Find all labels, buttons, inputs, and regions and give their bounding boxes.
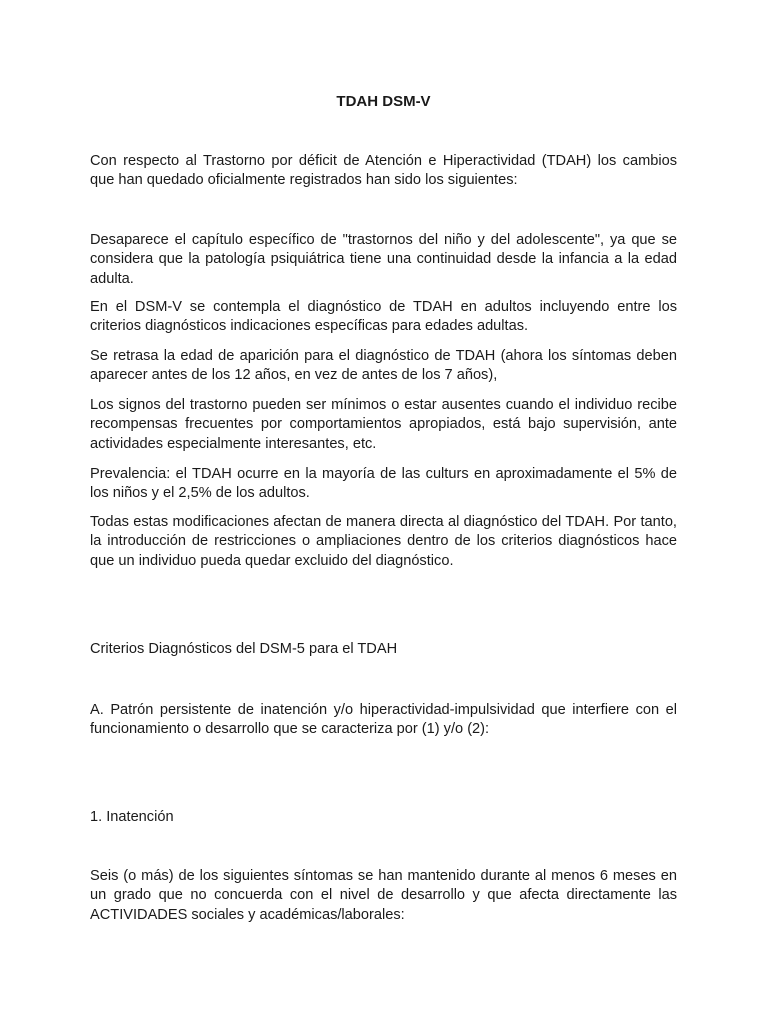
document-title: TDAH DSM-V xyxy=(336,93,431,110)
change-paragraph-6: Todas estas modificaciones afectan de manera directa al diagnóstico del TDAH. Por tanto, la introducción de restricciones o ampliaciones dentro de los criterios diagnósticos hace que un individuo pueda quedar excluido del diagnóstico. xyxy=(90,514,677,569)
criteria-heading: Criterios Diagnósticos del DSM-5 para el TDAH xyxy=(90,641,398,657)
section-1-heading: 1. Inatención xyxy=(90,809,174,825)
change-paragraph-3: Se retrasa la edad de aparición para el diagnóstico de TDAH (ahora los síntomas deben aparecer antes de los 12 años, en vez de antes de los 7 años), xyxy=(90,348,677,384)
intro-paragraph: Con respecto al Trastorno por déficit de Atención e Hiperactividad (TDAH) los cambios que han quedado oficialmente registrados han sido los siguientes: xyxy=(90,153,677,189)
change-paragraph-1: Desaparece el capítulo específico de "trastornos del niño y del adolescente", ya que se considera que la patología psiquiátrica tiene una continuidad desde la infancia a la edad adulta. xyxy=(90,232,677,287)
section-1-paragraph: Seis (o más) de los siguientes síntomas se han mantenido durante al menos 6 meses en un grado que no concuerda con el nivel de desarrollo y que afecta directamente las ACTIVIDADES sociales y académicas/laborales: xyxy=(90,868,677,923)
change-paragraph-2: En el DSM-V se contempla el diagnóstico de TDAH en adultos incluyendo entre los criterios diagnósticos indicaciones específicas para edades adultas. xyxy=(90,299,677,335)
change-paragraph-5: Prevalencia: el TDAH ocurre en la mayoría de las culturs en aproximadamente el 5% de los niños y el 2,5% de los adultos. xyxy=(90,466,677,502)
change-paragraph-4: Los signos del trastorno pueden ser mínimos o estar ausentes cuando el individuo recibe recompensas frecuentes por comportamientos apropiados, está bajo supervisión, ante actividades especialmente interesantes, etc. xyxy=(90,397,677,452)
criterion-a-paragraph: A. Patrón persistente de inatención y/o hiperactividad-impulsividad que interfiere con el funcionamiento o desarrollo que se caracteriza por (1) y/o (2): xyxy=(90,702,677,738)
